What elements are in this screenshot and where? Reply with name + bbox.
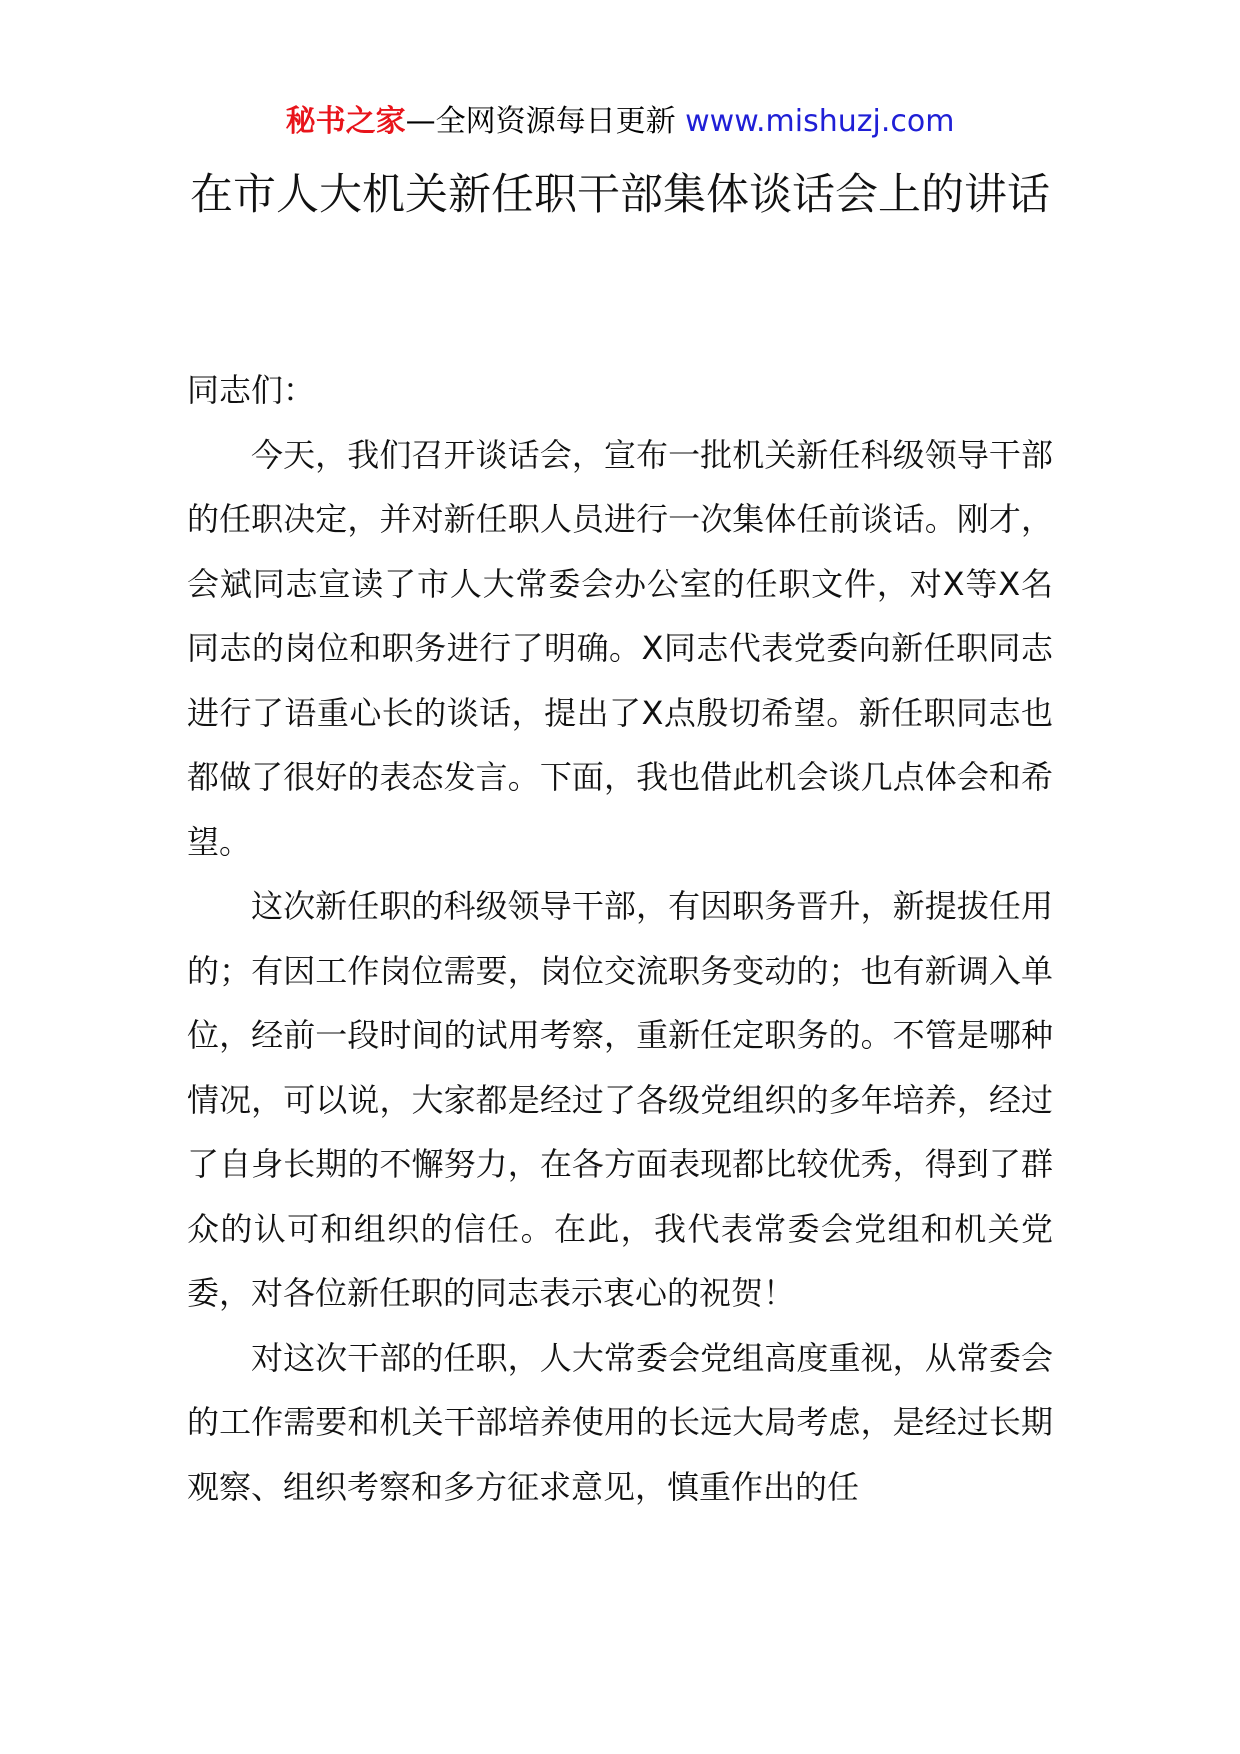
watermark-banner <box>0 100 1240 144</box>
brand-url-link[interactable]: www.mishuzj.com <box>685 104 955 139</box>
body-paragraph: 这次新任职的科级领导干部，有因职务晋升，新提拔任用的；有因工作岗位需要，岗位交流职务变动的；也有新调入单位，经前一段时间的试用考察，重新任定职务的。不管是哪种情况，可以说，大家都是经过了各级党组织的多年培养，经过了自身长期的不懈努力，在各方面表现都比较优秀，得到了群众的认可和组织的信任。在此，我代表常委会党组和机关党委，对各位新任职的同志表示衷心的祝贺！ <box>187 887 1053 1312</box>
body-paragraph: 对这次干部的任职，人大常委会党组高度重视，从常委会的工作需要和机关干部培养使用的长远大局考虑，是经过长期观察、组织考察和多方征求意见，慎重作出的任 <box>187 1338 1053 1506</box>
body-paragraph: 今天，我们召开谈话会，宣布一批机关新任科级领导干部的任职决定，并对新任职人员进行一次集体任前谈话。刚才，会斌同志宣读了市人大常委会办公室的任职文件，对X等X名同志的岗位和职务进行了明确。X同志代表党委向新任职同志进行了语重心长的谈话，提出了X点殷切希望。新任职同志也都做了很好的表态发言。下面，我也借此机会谈几点体会和希望。 <box>187 435 1053 861</box>
brand-tagline: —全网资源每日更新 <box>405 104 676 139</box>
brand-name: 秘书之家 <box>285 104 406 139</box>
document-title: 在市人大机关新任职干部集体谈话会上的讲话 <box>190 170 1050 220</box>
salutation: 同志们： <box>187 371 316 409</box>
document-body <box>187 358 1053 1519</box>
